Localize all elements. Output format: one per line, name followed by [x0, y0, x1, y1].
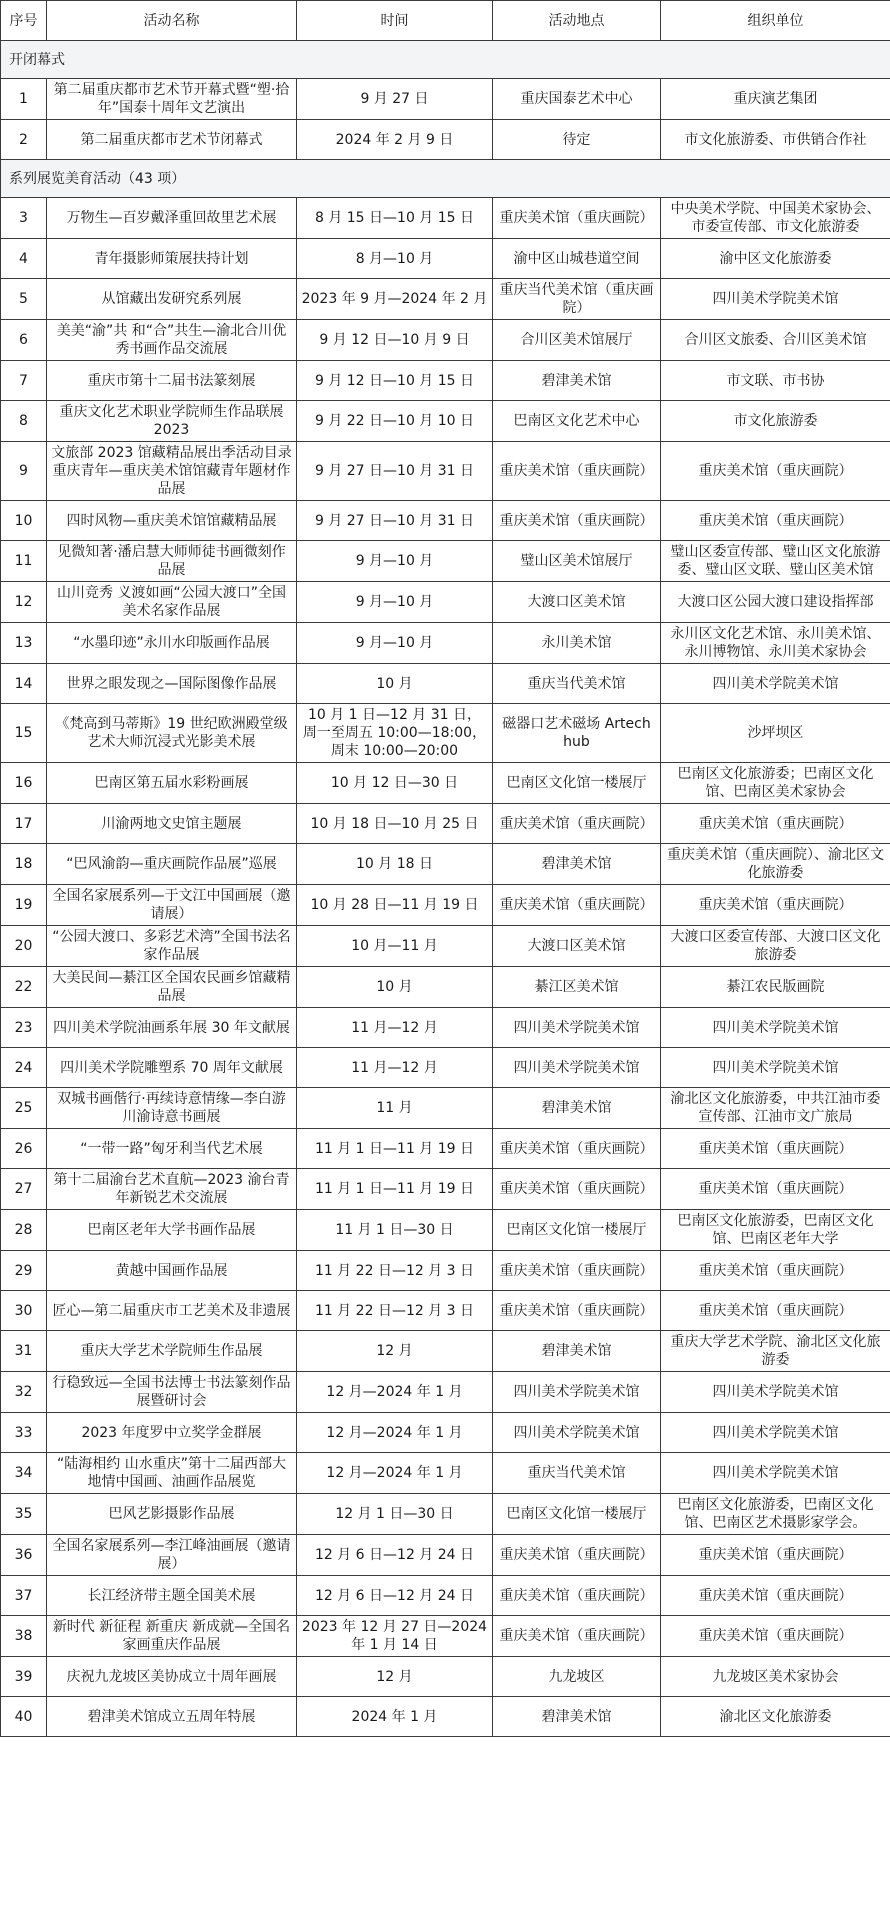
row-location: 碧津美术馆: [493, 844, 661, 885]
row-time: 10 月 18 日: [297, 844, 493, 885]
row-time: 11 月 1 日—11 月 19 日: [297, 1169, 493, 1210]
row-index: 33: [1, 1413, 47, 1453]
row-organizer: 巴南区文化旅游委，巴南区文化馆、巴南区老年大学: [661, 1210, 890, 1251]
row-index: 9: [1, 442, 47, 501]
table-row: [1, 501, 890, 541]
table-row: [1, 1616, 890, 1657]
row-location: 碧津美术馆: [493, 1088, 661, 1129]
row-index: 2: [1, 120, 47, 160]
row-organizer: 重庆美术馆（重庆画院）: [661, 501, 890, 541]
table-row: [1, 198, 890, 239]
row-location: 重庆美术馆（重庆画院）: [493, 885, 661, 926]
row-activity-name: 巴南区第五届水彩粉画展: [47, 763, 297, 804]
row-location: 重庆美术馆（重庆画院）: [493, 1576, 661, 1616]
row-activity-name: “水墨印迹”永川水印版画作品展: [47, 623, 297, 664]
row-time: 2023 年 9 月—2024 年 2 月: [297, 279, 493, 320]
table-row: [1, 1291, 890, 1331]
row-location: 巴南区文化馆一楼展厅: [493, 763, 661, 804]
row-index: 14: [1, 664, 47, 704]
row-location: 四川美术学院美术馆: [493, 1372, 661, 1413]
row-activity-name: 巴南区老年大学书画作品展: [47, 1210, 297, 1251]
row-activity-name: 第二届重庆都市艺术节闭幕式: [47, 120, 297, 160]
row-index: 17: [1, 804, 47, 844]
table-row: [1, 1576, 890, 1616]
row-location: 重庆美术馆（重庆画院）: [493, 1291, 661, 1331]
row-organizer: 渝北区文化旅游委，中共江油市委宣传部、江油市文广旅局: [661, 1088, 890, 1129]
row-location: 重庆当代美术馆: [493, 1453, 661, 1494]
row-index: 10: [1, 501, 47, 541]
row-index: 6: [1, 320, 47, 361]
row-activity-name: 川渝两地文史馆主题展: [47, 804, 297, 844]
row-organizer: 重庆美术馆（重庆画院）: [661, 1129, 890, 1169]
row-time: 10 月: [297, 664, 493, 704]
row-location: 綦江区美术馆: [493, 967, 661, 1008]
row-index: 22: [1, 967, 47, 1008]
row-location: 碧津美术馆: [493, 1697, 661, 1737]
row-organizer: 重庆美术馆（重庆画院）: [661, 1616, 890, 1657]
section-row: [1, 41, 890, 79]
row-time: 12 月: [297, 1657, 493, 1697]
row-location: 磁器口艺术磁场 Artech hub: [493, 704, 661, 763]
row-index: 16: [1, 763, 47, 804]
row-index: 40: [1, 1697, 47, 1737]
row-time: 9 月—10 月: [297, 623, 493, 664]
row-organizer: 市文化旅游委: [661, 401, 890, 442]
row-time: 9 月 27 日—10 月 31 日: [297, 442, 493, 501]
row-location: 合川区美术馆展厅: [493, 320, 661, 361]
table-row: [1, 763, 890, 804]
row-time: 12 月 6 日—12 月 24 日: [297, 1576, 493, 1616]
row-organizer: 重庆美术馆（重庆画院）: [661, 804, 890, 844]
row-index: 32: [1, 1372, 47, 1413]
row-index: 37: [1, 1576, 47, 1616]
row-activity-name: 四时风物—重庆美术馆馆藏精品展: [47, 501, 297, 541]
row-time: 9 月—10 月: [297, 582, 493, 623]
row-activity-name: 碧津美术馆成立五周年特展: [47, 1697, 297, 1737]
row-time: 10 月 12 日—30 日: [297, 763, 493, 804]
row-location: 四川美术学院美术馆: [493, 1048, 661, 1088]
row-time: 12 月—2024 年 1 月: [297, 1372, 493, 1413]
row-organizer: 重庆美术馆（重庆画院）: [661, 442, 890, 501]
row-time: 10 月—11 月: [297, 926, 493, 967]
row-organizer: 四川美术学院美术馆: [661, 1453, 890, 1494]
table-row: [1, 926, 890, 967]
row-organizer: 四川美术学院美术馆: [661, 1008, 890, 1048]
row-time: 12 月: [297, 1331, 493, 1372]
row-activity-name: 重庆大学艺术学院师生作品展: [47, 1331, 297, 1372]
row-time: 12 月 1 日—30 日: [297, 1494, 493, 1535]
row-activity-name: 庆祝九龙坡区美协成立十周年画展: [47, 1657, 297, 1697]
row-time: 12 月 6 日—12 月 24 日: [297, 1535, 493, 1576]
row-activity-name: 2023 年度罗中立奖学金群展: [47, 1413, 297, 1453]
table-row: [1, 1697, 890, 1737]
row-location: 重庆美术馆（重庆画院）: [493, 198, 661, 239]
table-body: [1, 41, 890, 1737]
row-location: 巴南区文化艺术中心: [493, 401, 661, 442]
table-row: [1, 320, 890, 361]
section-title: 开闭幕式: [1, 41, 890, 79]
row-index: 28: [1, 1210, 47, 1251]
header-index: 序号: [1, 1, 47, 41]
row-organizer: 市文化旅游委、市供销合作社: [661, 120, 890, 160]
row-time: 10 月 1 日—12 月 31 日，周一至周五 10:00—18:00，周末 10:00—20:00: [297, 704, 493, 763]
row-organizer: 重庆美术馆（重庆画院）、渝北区文化旅游委: [661, 844, 890, 885]
row-location: 重庆美术馆（重庆画院）: [493, 1129, 661, 1169]
row-time: 8 月—10 月: [297, 239, 493, 279]
header-activity-name: 活动名称: [47, 1, 297, 41]
row-organizer: 中央美术学院、中国美术家协会、市委宣传部、市文化旅游委: [661, 198, 890, 239]
row-time: 11 月 1 日—11 月 19 日: [297, 1129, 493, 1169]
row-location: 碧津美术馆: [493, 1331, 661, 1372]
row-activity-name: 大美民间—綦江区全国农民画乡馆藏精品展: [47, 967, 297, 1008]
row-location: 大渡口区美术馆: [493, 582, 661, 623]
header-organizer: 组织单位: [661, 1, 890, 41]
row-activity-name: 重庆文化艺术职业学院师生作品联展 2023: [47, 401, 297, 442]
row-index: 11: [1, 541, 47, 582]
row-organizer: 四川美术学院美术馆: [661, 664, 890, 704]
row-activity-name: 巴风艺影摄影作品展: [47, 1494, 297, 1535]
row-index: 7: [1, 361, 47, 401]
row-time: 11 月 22 日—12 月 3 日: [297, 1251, 493, 1291]
table-row: [1, 1048, 890, 1088]
row-time: 10 月 28 日—11 月 19 日: [297, 885, 493, 926]
table-row: [1, 623, 890, 664]
row-activity-name: 四川美术学院油画系年展 30 年文献展: [47, 1008, 297, 1048]
row-organizer: 四川美术学院美术馆: [661, 1413, 890, 1453]
row-index: 23: [1, 1008, 47, 1048]
row-time: 12 月—2024 年 1 月: [297, 1413, 493, 1453]
table-row: [1, 1372, 890, 1413]
row-index: 25: [1, 1088, 47, 1129]
row-organizer: 重庆演艺集团: [661, 79, 890, 120]
header-time: 时间: [297, 1, 493, 41]
row-time: 10 月 18 日—10 月 25 日: [297, 804, 493, 844]
table-row: [1, 664, 890, 704]
table-row: [1, 1169, 890, 1210]
table-row: [1, 442, 890, 501]
row-index: 34: [1, 1453, 47, 1494]
row-organizer: 綦江农民版画院: [661, 967, 890, 1008]
row-index: 27: [1, 1169, 47, 1210]
header-row: [1, 1, 890, 41]
row-activity-name: 美美“渝”共 和“合”共生—渝北合川优秀书画作品交流展: [47, 320, 297, 361]
table-row: [1, 1210, 890, 1251]
table-row: [1, 1453, 890, 1494]
row-organizer: 重庆大学艺术学院、渝北区文化旅游委: [661, 1331, 890, 1372]
row-index: 29: [1, 1251, 47, 1291]
row-activity-name: 文旅部 2023 馆藏精品展出季活动目录重庆青年—重庆美术馆馆藏青年题材作品展: [47, 442, 297, 501]
row-index: 39: [1, 1657, 47, 1697]
row-location: 巴南区文化馆一楼展厅: [493, 1494, 661, 1535]
row-organizer: 大渡口区公园大渡口建设指挥部: [661, 582, 890, 623]
row-organizer: 四川美术学院美术馆: [661, 1372, 890, 1413]
row-time: 9 月—10 月: [297, 541, 493, 582]
row-organizer: 重庆美术馆（重庆画院）: [661, 1169, 890, 1210]
row-time: 9 月 27 日—10 月 31 日: [297, 501, 493, 541]
row-index: 19: [1, 885, 47, 926]
table-row: [1, 239, 890, 279]
row-organizer: 市文联、市书协: [661, 361, 890, 401]
row-time: 11 月—12 月: [297, 1048, 493, 1088]
table-row: [1, 967, 890, 1008]
row-organizer: 合川区文旅委、合川区美术馆: [661, 320, 890, 361]
row-activity-name: 新时代 新征程 新重庆 新成就—全国名家画重庆作品展: [47, 1616, 297, 1657]
row-location: 待定: [493, 120, 661, 160]
row-index: 8: [1, 401, 47, 442]
row-time: 2024 年 1 月: [297, 1697, 493, 1737]
row-activity-name: 山川竞秀 义渡如画“公园大渡口”全国美术名家作品展: [47, 582, 297, 623]
row-activity-name: “巴风渝韵—重庆画院作品展”巡展: [47, 844, 297, 885]
table-row: [1, 1331, 890, 1372]
row-location: 重庆美术馆（重庆画院）: [493, 1251, 661, 1291]
row-time: 9 月 27 日: [297, 79, 493, 120]
row-organizer: 重庆美术馆（重庆画院）: [661, 885, 890, 926]
row-location: 四川美术学院美术馆: [493, 1008, 661, 1048]
row-time: 9 月 12 日—10 月 15 日: [297, 361, 493, 401]
table-row: [1, 704, 890, 763]
section-row: [1, 160, 890, 198]
row-index: 30: [1, 1291, 47, 1331]
row-time: 11 月—12 月: [297, 1008, 493, 1048]
row-time: 11 月 22 日—12 月 3 日: [297, 1291, 493, 1331]
table-row: [1, 1413, 890, 1453]
row-activity-name: 长江经济带主题全国美术展: [47, 1576, 297, 1616]
table-row: [1, 1535, 890, 1576]
row-activity-name: 双城书画偕行·再续诗意情缘—李白游川渝诗意书画展: [47, 1088, 297, 1129]
row-location: 重庆美术馆（重庆画院）: [493, 1535, 661, 1576]
row-location: 重庆美术馆（重庆画院）: [493, 1616, 661, 1657]
row-organizer: 沙坪坝区: [661, 704, 890, 763]
header-location: 活动地点: [493, 1, 661, 41]
row-organizer: 永川区文化艺术馆、永川美术馆、永川博物馆、永川美术家协会: [661, 623, 890, 664]
table-row: [1, 401, 890, 442]
row-organizer: 重庆美术馆（重庆画院）: [661, 1535, 890, 1576]
row-index: 5: [1, 279, 47, 320]
row-activity-name: 四川美术学院雕塑系 70 周年文献展: [47, 1048, 297, 1088]
row-location: 璧山区美术馆展厅: [493, 541, 661, 582]
row-organizer: 四川美术学院美术馆: [661, 1048, 890, 1088]
row-location: 重庆当代美术馆（重庆画院）: [493, 279, 661, 320]
row-index: 20: [1, 926, 47, 967]
row-activity-name: 万物生—百岁戴泽重回故里艺术展: [47, 198, 297, 239]
table-row: [1, 582, 890, 623]
table-row: [1, 1129, 890, 1169]
row-activity-name: 青年摄影师策展扶持计划: [47, 239, 297, 279]
row-organizer: 重庆美术馆（重庆画院）: [661, 1251, 890, 1291]
table-row: [1, 1251, 890, 1291]
row-organizer: 巴南区文化旅游委，巴南区文化馆、巴南区艺术摄影家学会。: [661, 1494, 890, 1535]
row-activity-name: “公园大渡口、多彩艺术湾”全国书法名家作品展: [47, 926, 297, 967]
row-index: 36: [1, 1535, 47, 1576]
row-index: 31: [1, 1331, 47, 1372]
row-index: 24: [1, 1048, 47, 1088]
row-location: 重庆美术馆（重庆画院）: [493, 1169, 661, 1210]
row-index: 13: [1, 623, 47, 664]
section-title: 系列展览美育活动（43 项）: [1, 160, 890, 198]
row-location: 大渡口区美术馆: [493, 926, 661, 967]
row-activity-name: 全国名家展系列—于文江中国画展（邀请展）: [47, 885, 297, 926]
row-index: 12: [1, 582, 47, 623]
table-row: [1, 804, 890, 844]
row-activity-name: 第二届重庆都市艺术节开幕式暨“塑·拾年”国泰十周年文艺演出: [47, 79, 297, 120]
row-activity-name: 世界之眼发现之—国际图像作品展: [47, 664, 297, 704]
table-row: [1, 79, 890, 120]
row-activity-name: 行稳致远—全国书法博士书法篆刻作品展暨研讨会: [47, 1372, 297, 1413]
row-activity-name: 从馆藏出发研究系列展: [47, 279, 297, 320]
row-time: 9 月 12 日—10 月 9 日: [297, 320, 493, 361]
row-location: 重庆美术馆（重庆画院）: [493, 501, 661, 541]
row-time: 11 月 1 日—30 日: [297, 1210, 493, 1251]
table-row: [1, 361, 890, 401]
row-activity-name: 见微知著·潘启慧大师师徒书画微刻作品展: [47, 541, 297, 582]
row-organizer: 巴南区文化旅游委；巴南区文化馆、巴南区美术家协会: [661, 763, 890, 804]
table-row: [1, 120, 890, 160]
row-organizer: 璧山区委宣传部、璧山区文化旅游委、璧山区文联、璧山区美术馆: [661, 541, 890, 582]
table-row: [1, 1088, 890, 1129]
row-index: 35: [1, 1494, 47, 1535]
row-index: 3: [1, 198, 47, 239]
row-activity-name: 黄越中国画作品展: [47, 1251, 297, 1291]
table-row: [1, 885, 890, 926]
row-organizer: 重庆美术馆（重庆画院）: [661, 1576, 890, 1616]
row-location: 重庆美术馆（重庆画院）: [493, 442, 661, 501]
row-organizer: 九龙坡区美术家协会: [661, 1657, 890, 1697]
row-index: 18: [1, 844, 47, 885]
row-time: 8 月 15 日—10 月 15 日: [297, 198, 493, 239]
row-organizer: 四川美术学院美术馆: [661, 279, 890, 320]
table-row: [1, 279, 890, 320]
row-index: 4: [1, 239, 47, 279]
table-row: [1, 1008, 890, 1048]
row-organizer: 重庆美术馆（重庆画院）: [661, 1291, 890, 1331]
row-index: 1: [1, 79, 47, 120]
row-location: 四川美术学院美术馆: [493, 1413, 661, 1453]
row-location: 碧津美术馆: [493, 361, 661, 401]
row-index: 15: [1, 704, 47, 763]
row-organizer: 渝中区文化旅游委: [661, 239, 890, 279]
table-row: [1, 541, 890, 582]
row-location: 重庆国泰艺术中心: [493, 79, 661, 120]
table-row: [1, 1657, 890, 1697]
row-location: 渝中区山城巷道空间: [493, 239, 661, 279]
row-organizer: 渝北区文化旅游委: [661, 1697, 890, 1737]
row-time: 12 月—2024 年 1 月: [297, 1453, 493, 1494]
row-location: 巴南区文化馆一楼展厅: [493, 1210, 661, 1251]
row-organizer: 大渡口区委宣传部、大渡口区文化旅游委: [661, 926, 890, 967]
table-row: [1, 844, 890, 885]
row-index: 26: [1, 1129, 47, 1169]
row-activity-name: “一带一路”匈牙利当代艺术展: [47, 1129, 297, 1169]
row-activity-name: 重庆市第十二届书法篆刻展: [47, 361, 297, 401]
row-time: 10 月: [297, 967, 493, 1008]
row-time: 9 月 22 日—10 月 10 日: [297, 401, 493, 442]
row-activity-name: 全国名家展系列—李江峰油画展（邀请展）: [47, 1535, 297, 1576]
row-location: 九龙坡区: [493, 1657, 661, 1697]
table-row: [1, 1494, 890, 1535]
row-time: 2024 年 2 月 9 日: [297, 120, 493, 160]
row-location: 重庆当代美术馆: [493, 664, 661, 704]
row-activity-name: 《梵高到马蒂斯》19 世纪欧洲殿堂级艺术大师沉浸式光影美术展: [47, 704, 297, 763]
row-activity-name: 匠心—第二届重庆市工艺美术及非遗展: [47, 1291, 297, 1331]
row-time: 11 月: [297, 1088, 493, 1129]
row-time: 2023 年 12 月 27 日—2024 年 1 月 14 日: [297, 1616, 493, 1657]
row-activity-name: “陆海相约 山水重庆”第十二届西部大地情中国画、油画作品展览: [47, 1453, 297, 1494]
row-index: 38: [1, 1616, 47, 1657]
row-location: 重庆美术馆（重庆画院）: [493, 804, 661, 844]
row-activity-name: 第十二届渝台艺术直航—2023 渝台青年新锐艺术交流展: [47, 1169, 297, 1210]
row-location: 永川美术馆: [493, 623, 661, 664]
